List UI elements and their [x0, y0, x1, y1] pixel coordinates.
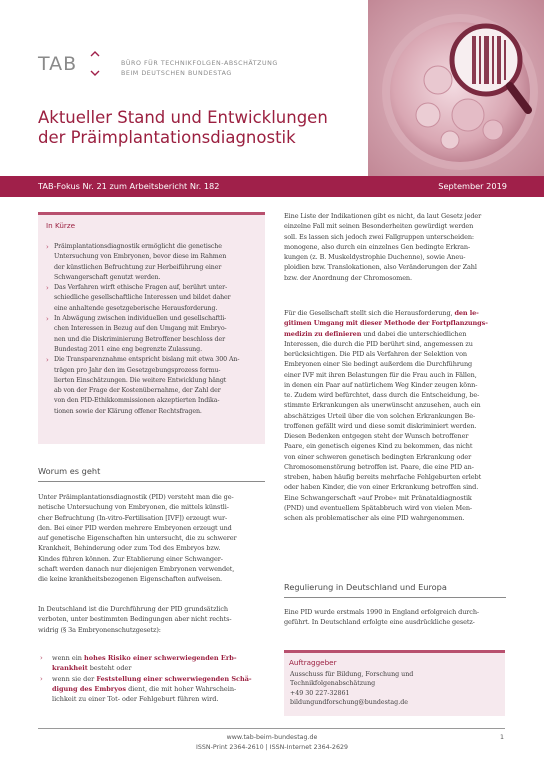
section-divider — [38, 481, 265, 482]
worum-paragraph-2: In Deutschland ist die Durchführung der PID grundsätzlich verboten, unter bestimmten Bedingungen aber nicht rechts- widrig (§ 3a Embryonenschutzgesetz): — [38, 605, 232, 634]
list-item: › Die Transparenznahme entspricht bislang mit etwa 300 An- trägen pro Jahr den im Gesetzgebungsprozess formu- lierten Einschätzungen. Die weitere Entwicklung hängt ab von der Frage der Kostenübernahme, der Zahl der von den PID-Ethikkommissionen akzeptierten Indika- tionen sowie der Klärung offener Rechtsfragen. — [46, 355, 261, 417]
fokus-bar — [0, 176, 544, 197]
page-number: 1 — [499, 734, 504, 741]
logo-chevrons-icon — [88, 50, 102, 78]
committee-name-cont: Technikfolgenabschätzung — [290, 680, 376, 688]
embryo-illustration — [368, 0, 544, 176]
email-link[interactable]: bildungundforschung@bundestag.de — [290, 699, 408, 707]
committee-name: Ausschuss für Bildung, Forschung und — [290, 671, 414, 678]
logo-wordmark: TAB — [38, 53, 78, 75]
list-item: › In Abwägung zwischen individuellen und gesellschaftli- chen Interessen in Bezug auf den Umgang mit Embryo- nen und die Diskriminierung Betroffener beschloss der Bundestag 2011 eine eng begrenzte Zulassung. — [46, 314, 261, 355]
publication-date: September 2019 — [438, 181, 507, 191]
tab-logo — [38, 50, 102, 78]
institute-name: BÜRO FÜR TECHNIKFOLGEN-ABSCHÄTZUNG BEIM DEUTSCHEN BUNDESTAG — [121, 60, 278, 77]
indications-paragraph: Eine Liste der Indikationen gibt es nicht, da laut Gesetz jeder einzelne Fall mit seinen Besonderheiten gewürdigt werden soll. Es lassen sich jedoch zwei Fallgruppen unterscheiden: monogene, also durch ein einzelnes Gen bedingte Erkran- kungen (z. B. Muskeldystrophie Duchenne), sowie Aneu- ploidien bzw. Translokationen, also Veränderungen der Zahl bzw. der Anordnung der Chromosomen. — [284, 212, 482, 282]
worum-paragraph-1: Unter Präimplantationsdiagnostik (PID) versteht man die ge- netische Untersuchung von Embryonen, die mittels künstli- cher Befruchtung (In-vitro-Fertilisation [IVF]) erzeugt wur- den. Bei einer PID werden mehrere Embryonen erzeugt und auf genetische Eigenschaften hin untersucht, die zu schwerer Krankheit, Behinderung oder zum Tod des Embryos bzw. Kindes führen können. Zur Etablierung einer Schwanger- schaft werden danach nur diejenigen Embryonen verwendet, die keine krankheitsbezogenen Eigenschaften aufweisen. — [38, 493, 237, 583]
footer-divider — [38, 728, 505, 729]
phone-number: +49 30 227-32861 — [290, 689, 350, 697]
in-kurze-box — [38, 212, 265, 444]
list-item: › wenn sie der Feststellung einer schwerwiegenden Schä- digung des Embryos dient, die mit hoher Wahrschein- lichkeit zu einer Tot- oder Fehlgeburt führen wird. — [38, 674, 266, 705]
regulation-paragraph: Eine PID wurde erstmals 1990 in England erfolgreich durch- geführt. In Deutschland erfolgte eine ausdrückliche gesetz- — [284, 608, 480, 627]
page-title: Aktueller Stand und Entwicklungen der Präimplantationsdiagnostik — [38, 108, 328, 147]
list-item: › wenn ein hohes Risiko einer schwerwiegenden Erb- krankheit besteht oder — [38, 653, 266, 674]
conditions-list — [38, 653, 266, 704]
hero-image-embryo-magnifier — [368, 0, 544, 176]
auftraggeber-box — [284, 650, 505, 716]
section-divider — [284, 597, 506, 598]
in-kurze-heading: In Kürze — [46, 221, 76, 230]
website-link[interactable]: www.tab-beim-bundestag.de — [226, 734, 318, 741]
in-kurze-list — [46, 242, 261, 417]
page-header — [0, 0, 544, 176]
regulation-heading: Regulierung in Deutschland und Europa — [284, 582, 447, 592]
fokus-label: TAB-Fokus Nr. 21 zum Arbeitsbericht Nr. 182 — [38, 181, 220, 191]
challenge-paragraph: Für die Gesellschaft stellt sich die Herausforderung, den le- gitimen Umgang mit dieser Methode der Fortpflanzungs- medizin zu definieren und dabei die unterschiedlichen Interessen, die durch die PID berührt sind, angemessen zu berücksichtigen. Die PID als Verfahren der Selektion von Embryonen einer Sie bedingt außerdem die Durchführung einer IVF mit ihren Belastungen für die Frau auch in Fällen, in denen ein Paar auf natürlichem Weg Kinder zeugen könn- te. Zudem wird befürchtet, dass durch die Entscheidung, be- stimmte Erkrankungen als unerwünscht anzusehen, auch ein abschätziges Urteil über die von solchen Erkrankungen Be- troffenen gefällt wird und diese somit diskriminiert werden. Diesen Bedenken entgegen steht der Wunsch betroffener Paare, ein genetisch eigenes Kind zu bekommen, das nicht von einer schweren genetisch bedingten Erkrankung oder Chromosomenstörung betroffen ist. Paare, die eine PID an- streben, haben häufig bereits mehrfache Fehlgeburten erlebt oder haben Kinder, die von einer Erkrankung betroffen sind. Eine Schwangerschaft »auf Probe« mit Pränataldiagnostik (PND) und eventuellem Spätabbruch wird von vielen Men- schen als problematischer als eine PID wahrgenommen. — [284, 309, 488, 522]
page-footer — [0, 733, 544, 752]
list-item: › Das Verfahren wirft ethische Fragen auf, berührt unter- schiedliche gesellschaftliche Interessen und bildet daher eine anhaltende gesetzgeberische Herausforderung. — [46, 283, 261, 314]
issn-info: ISSN-Print 2364-2610 | ISSN-Internet 2364-2629 — [196, 743, 348, 751]
auftraggeber-heading: Auftraggeber — [289, 658, 337, 667]
list-item: › Präimplantationsdiagnostik ermöglicht die genetische Untersuchung von Embryonen, bevor diese im Rahmen der künstlichen Befruchtung zur Herbeiführung einer Schwangerschaft genutzt werden. — [46, 242, 261, 283]
worum-heading: Worum es geht — [38, 466, 101, 476]
